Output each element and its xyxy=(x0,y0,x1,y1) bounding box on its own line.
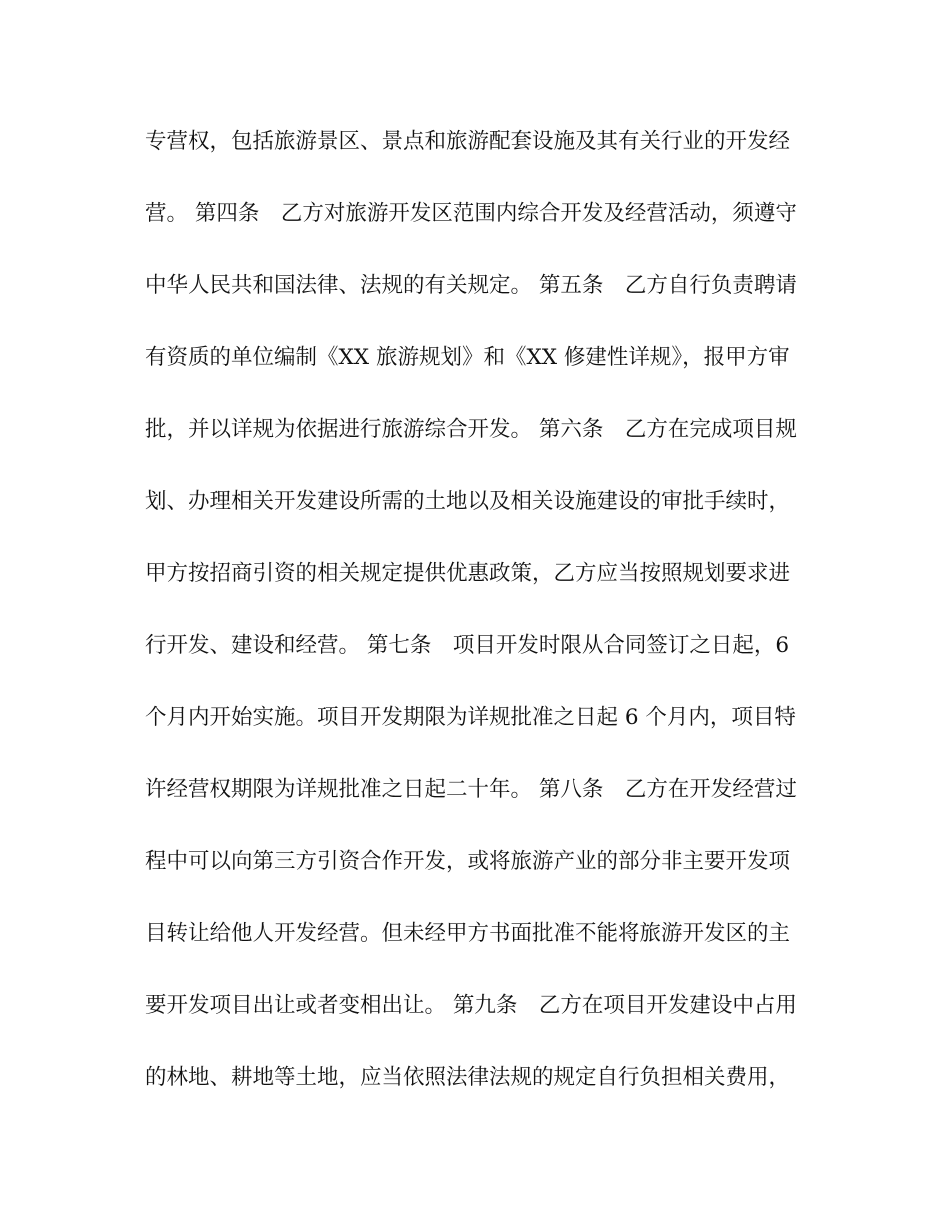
text-line: 中华人民共和国法律、法规的有关规定。 第五条 乙方自行负责聘请 xyxy=(145,273,797,298)
text-line: 个月内开始实施。项目开发期限为详规批准之日起 6 个月内，项目特 xyxy=(145,705,796,730)
text-line: 要开发项目出让或者变相出让。 第九条 乙方在项目开发建设中占用 xyxy=(145,993,797,1018)
text-line: 目转让给他人开发经营。但未经甲方书面批准不能将旅游开发区的主 xyxy=(145,921,791,946)
text-line: 有资质的单位编制《XX 旅游规划》和《XX 修建性详规》，报甲方审 xyxy=(145,345,790,370)
text-line: 行开发、建设和经营。 第七条 项目开发时限从合同签订之日起，6 xyxy=(145,633,790,658)
text-line: 专营权，包括旅游景区、景点和旅游配套设施及其有关行业的开发经 xyxy=(145,129,791,154)
text-line: 甲方按招商引资的相关规定提供优惠政策，乙方应当按照规划要求进 xyxy=(145,561,791,586)
text-line: 划、办理相关开发建设所需的土地以及相关设施建设的审批手续时， xyxy=(145,489,791,514)
text-line: 营。 第四条 乙方对旅游开发区范围内综合开发及经营活动，须遵守 xyxy=(145,201,797,226)
body-text xyxy=(145,121,810,1129)
text-line: 批，并以详规为依据进行旅游综合开发。 第六条 乙方在完成项目规 xyxy=(145,417,797,442)
text-line: 的林地、耕地等土地，应当依照法律法规的规定自行负担相关费用， xyxy=(145,1065,791,1090)
text-line: 许经营权期限为详规批准之日起二十年。 第八条 乙方在开发经营过 xyxy=(145,777,797,802)
text-line: 程中可以向第三方引资合作开发，或将旅游产业的部分非主要开发项 xyxy=(145,849,791,874)
